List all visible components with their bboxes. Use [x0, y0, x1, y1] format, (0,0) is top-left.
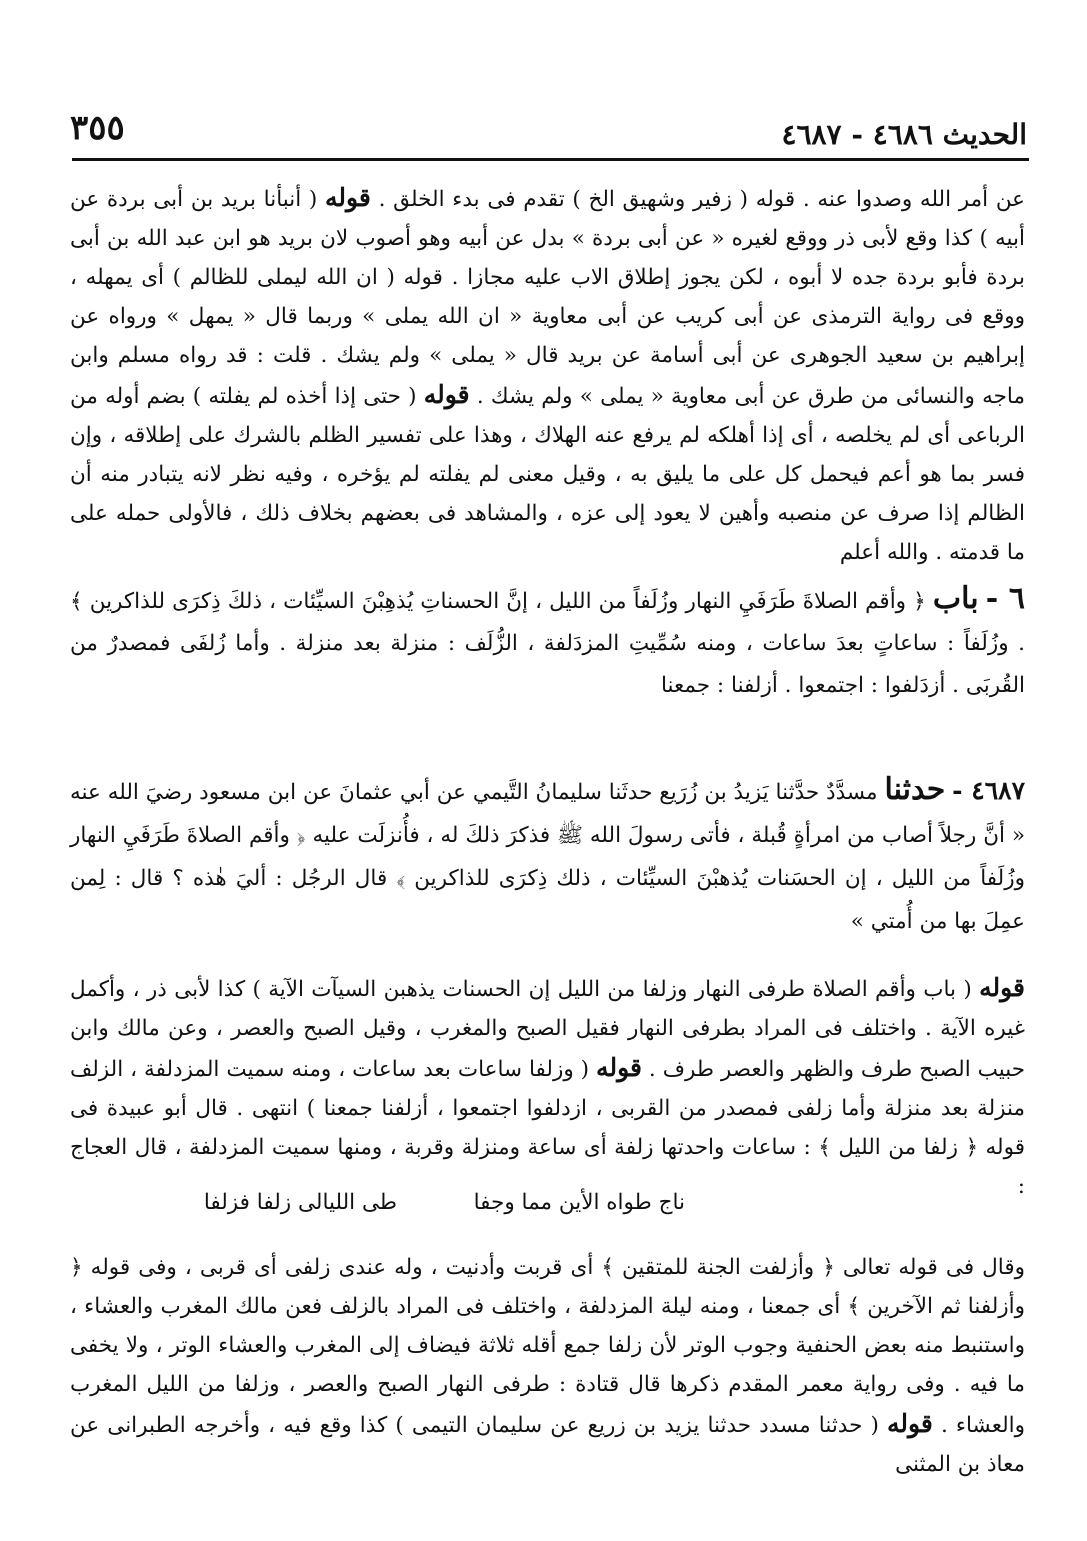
- commentary-block-2: [70, 968, 1025, 1206]
- keyword-qawluhu: قوله: [325, 183, 371, 212]
- hadith-paragraph: [70, 768, 1025, 943]
- keyword-qawluhu: قوله: [423, 380, 470, 409]
- chapter-text: ﴿ وأقم الصلاةَ طَرَفَيِ النهار وزُلَفاً من الليل ، إنَّ الحسناتِ يُذهِبْنَ السيِّئات ، ذلكَ ذِكرَى للذاكرين ﴾ . وزُلَفاً : ساعاتٍ بعدَ ساعات ، ومنه سُمِّيتِ المزدَلفة ، الزُّلَف : منزلة بعد منزلة . وأما زُلفَى فمصدرٌ من القُربَى . أزدَلفوا : اجتمعوا . أزلفنا : جمعنا: [70, 589, 1025, 698]
- poetry-verse: [70, 1190, 1025, 1230]
- commentary-paragraph: [70, 178, 1025, 572]
- commentary-text: ( باب وأقم الصلاة طرفى النهار وزلفا من الليل إن الحسنات يذهبن السيآت الآية ) كذا لأبى ذر ، وأكمل غيره الآية . واختلف فى المراد بطرفى النهار فقيل الصبح والمغرب ، وقيل الصبح والعصر ، وعن مالك وابن حبيب الصبح طرف والظهر والعصر طرف .: [70, 977, 1026, 1082]
- commentary-text: عن أمر الله وصدوا عنه . قوله ( زفير وشهيق الخ ) تقدم فى بدء الخلق .: [378, 187, 1026, 212]
- commentary-text: وقال فى قوله تعالى ﴿ وأزلفت الجنة للمتقين ﴾ أى قربت وأدنيت ، وله عندى زلفى أى قربى ، وفى قوله ﴿ وأزلفنا ثم الآخرين ﴾ أى جمعنا ، ومنه ليلة المزدلفة ، واختلف فى المراد بالزلف فعن مالك المغرب والعشاء ، واستنبط منه بعض الحنفية وجوب الوتر لأن زلفا جمع أقله ثلاثة فيضاف إلى المغرب والعشاء الوتر ، ولا يخفى ما فيه . وفى رواية معمر المقدم ذكرها قال قتادة : طرفى النهار الصبح والعصر ، وزلفا من الليل المغرب والعشاء .: [70, 1255, 1025, 1438]
- commentary-text: ( حتى إذا أخذه لم يفلته ) بضم أوله من الرباعى أى لم يخلصه ، أى إذا أهلكه لم يرفع عنه الهلاك ، وهذا على تفسير الظلم بالشرك على إطلاقه ، وإن فسر بما هو أعم فيحمل كل على ما يليق به ، وقيل معنى لم يفلته لم يؤخره ، وفيه نظر لانه يتبادر منه أن الظالم إذا صرف عن منصبه وأهين لا يعود إلى عزه ، والمشاهد فى بعضهم بخلاف ذلك ، فالأولى حمله على ما قدمته . والله أعلم: [70, 384, 1025, 565]
- hadith-text: مسدَّدٌ حدَّثنا يَزيدُ بن زُرَيع حدثَنا سليمانُ التَّيمي عن أبي عثمانَ عن ابن مسعود رضيَ الله عنه « أنَّ رجلاً أصاب من امرأةٍ قُبلة ، فأتى رسولَ الله ﷺ فذكرَ ذلكَ له ، فأُنزلَت عليه ﴿ وأقم الصلاةَ طَرَفَيِ النهار وزُلَفاً من الليل ، إن الحسَنات يُذهبْنَ السيِّئات ، ذلك ذِكرَى للذاكرين ﴾ قال الرجُل : أليَ هٰذه ؟ قال : لِمن عمِلَ بها من أُمتي »: [70, 780, 1025, 934]
- running-title: الحديث ٤٦٨٦ - ٤٦٨٧: [781, 118, 1027, 151]
- verse-hemistich-2: طى الليالى زلفا فزلفا: [203, 1190, 397, 1215]
- haddathana-label: حدثنا: [884, 772, 946, 807]
- commentary-paragraph: [70, 1248, 1025, 1484]
- chapter-label: باب: [932, 581, 979, 616]
- page-header: [70, 108, 1027, 158]
- commentary-block-1: [70, 178, 1025, 572]
- hadith-number: ٤٦٨٧ -: [952, 776, 1025, 805]
- chapter-number: ٦ -: [985, 581, 1025, 616]
- chapter-heading-block: [70, 578, 1025, 707]
- verse-hemistich-1: ناج طواه الأين مما وجفا: [473, 1190, 685, 1215]
- keyword-qawluhu: قوله: [596, 1053, 642, 1082]
- chapter-paragraph: [70, 578, 1025, 707]
- keyword-qawluhu: قوله: [886, 1409, 933, 1438]
- commentary-paragraph: [70, 968, 1025, 1206]
- commentary-text: ( وزلفا ساعات بعد ساعات ، ومنه سميت المزدلفة ، الزلف منزلة بعد منزلة وأما زلفى فمصدر من القربى ، ازدلفوا اجتمعوا ، أزلفنا جمعنا ) انتهى . قال أبو عبيدة فى قوله ﴿ زلفا من الليل ﴾ : ساعات واحدتها زلفة أى ساعة ومنزلة وقربة ، ومنها سميت المزدلفة ، قال العجاج :: [70, 1057, 1025, 1199]
- commentary-block-3: [70, 1248, 1025, 1484]
- hadith-block: [70, 768, 1025, 943]
- header-rule: [72, 158, 1029, 161]
- page-number: ٣٥٥: [70, 108, 125, 148]
- commentary-text: ( حدثنا مسدد حدثنا يزيد بن زريع عن سليمان التيمى ) كذا وقع فيه ، وأخرجه الطبرانى عن معاذ بن المثنى: [70, 1413, 1025, 1477]
- keyword-qawluhu: قوله: [979, 973, 1025, 1002]
- commentary-text: ( أنبأنا بريد بن أبى بردة عن أبيه ) كذا وقع لأبى ذر ووقع لغيره « عن أبى بردة » بدل عن أبيه وهو أصوب لان بريد هو ابن عبد الله بن أبى بردة فأبو بردة جده لا أبوه ، لكن يجوز إطلاق الاب عليه مجازا . قوله ( ان الله ليملى للظالم ) أى يمهله ، ووقع فى رواية الترمذى عن أبى كريب عن أبى معاوية « ان الله يملى » وربما قال « يمهل » ورواه عن إبراهيم بن سعيد الجوهرى عن أبى أسامة عن بريد قال « يملى » ولم يشك . قلت : قد رواه مسلم وابن ماجه والنسائى من طرق عن أبى معاوية « يملى » ولم يشك .: [70, 187, 1025, 409]
